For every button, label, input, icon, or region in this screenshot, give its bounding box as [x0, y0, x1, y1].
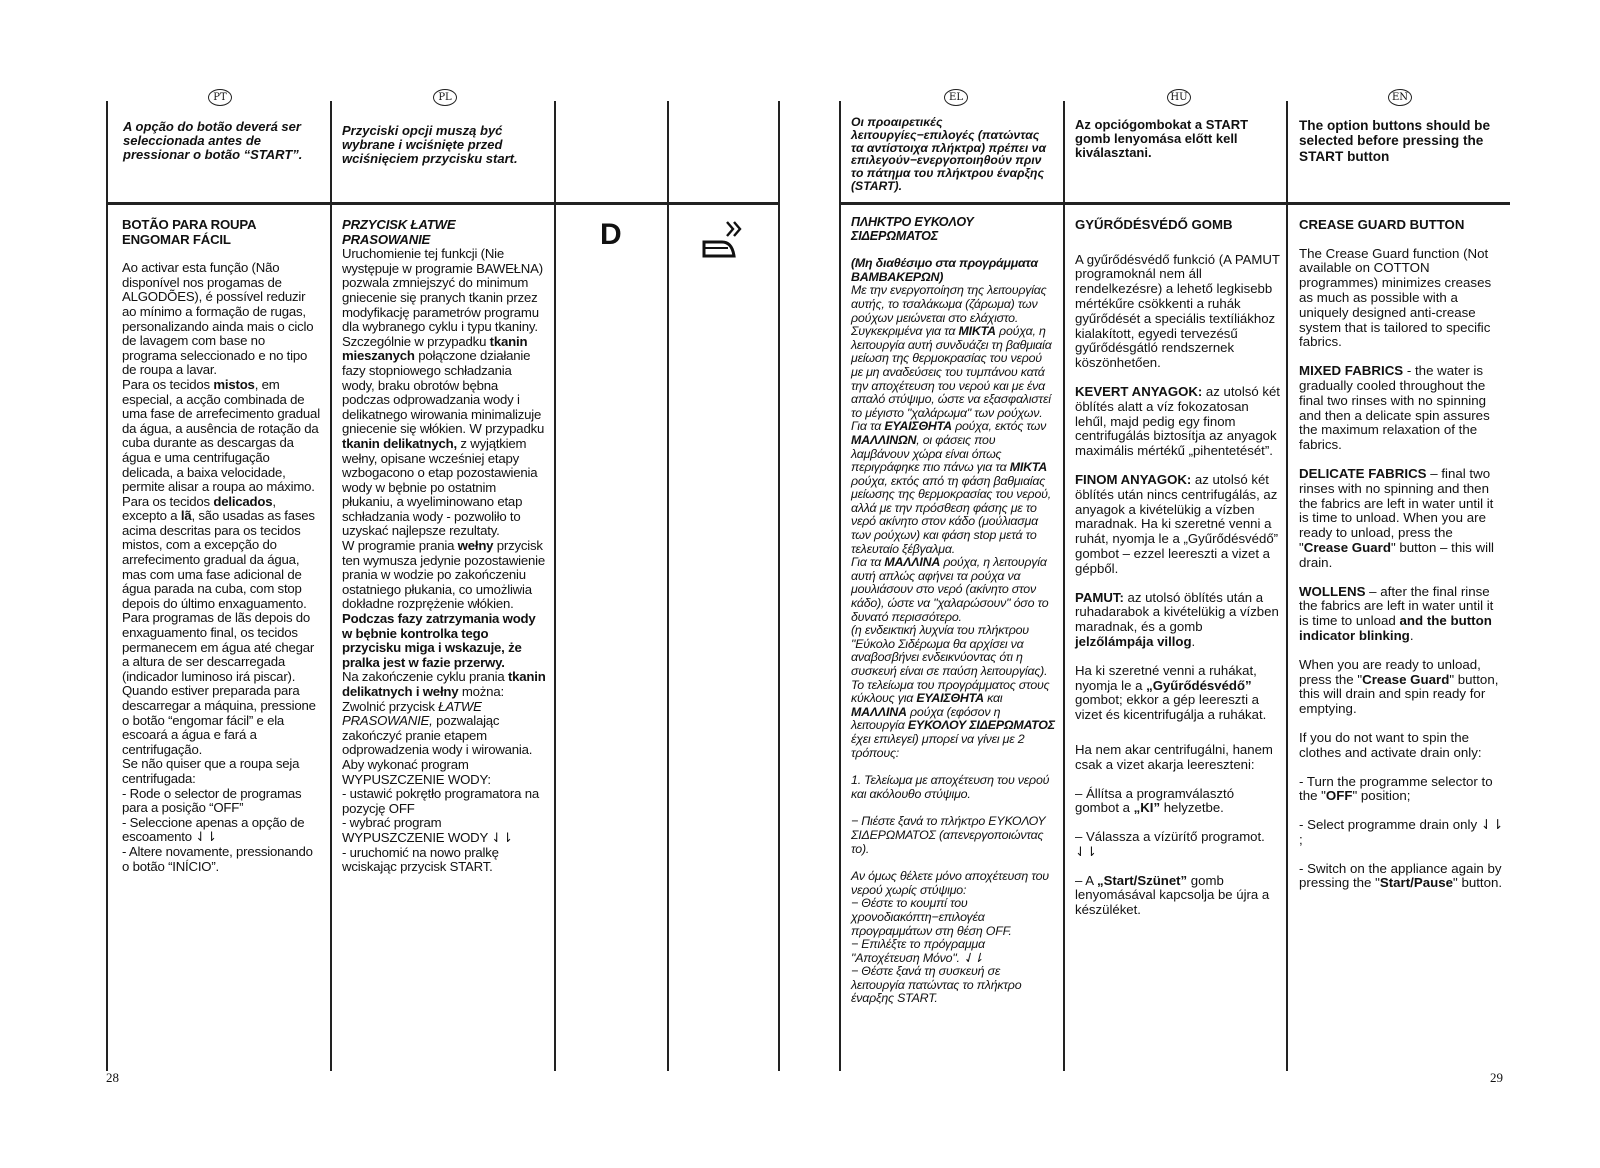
paragraph: Podczas fazy zatrzymania wody w bębnie kontrolka tego przycisku miga i wskazuje, że pralka jest w fazie przerwy.: [342, 611, 536, 670]
el-drain: [851, 870, 1056, 1006]
language-badge-pl: PL: [433, 89, 457, 106]
column-divider: [554, 101, 556, 1071]
paragraph: - Rode o selector de programas para a posição “OFF”: [122, 785, 302, 816]
paragraph: Szczególnie w przypadku tkanin mieszanych połączone działanie fazy stopniowego schładzania wody, braku obrotów bębna podczas odprowadzania wody i delikatnego wirowania minimalizuje gniecenie się włókien. W przypadku tkanin delikatnych, z wyjątkiem wełny, opisane wcześniej etapy wzbogacono o etap pozostawienia wody w bębnie po ostatnim płukaniu, a wyeliminowano etap schładzania wody - pozwoliło to uzyskać najlepsze rezultaty.: [342, 333, 545, 539]
section-divider-right: [839, 202, 1510, 205]
en-step3: - Switch on the appliance again by pressing the "Start/Pause" button.: [1299, 860, 1503, 891]
pl-body: [342, 247, 547, 875]
column-divider: [667, 101, 669, 1071]
hu-step3: – A „Start/Szünet” gomb lenyomásával kapcsolja be újra a készüléket.: [1075, 872, 1270, 918]
hu-nospin: Ha nem akar centrifugálni, hanem csak a vizet akarja leereszteni:: [1075, 741, 1273, 772]
paragraph: (Μη διαθέσιμο στα προγράμματα ΒΑΜΒΑΚΕΡΩΝ): [851, 256, 1038, 284]
language-badge-en: EN: [1388, 89, 1412, 106]
column-divider: [106, 101, 108, 1071]
column-divider: [330, 101, 332, 1071]
hu-intro: A gyűrődésvédő funkció (A PAMUT programoknál nem áll rendelkezésre) a lehető legkisebb mértékűre csökkenti a ruhák gyűrődését a speciális textíliákhoz kialakított, egyedi tervezésű gyűrődésgátló rendszernek köszönhetően.: [1075, 251, 1280, 371]
paragraph: - Altere novamente, pressionando o botão “INÍCIO”.: [122, 843, 313, 874]
el-drain-line: − Επιλέξτε το πρόγραμμα "Αποχέτευση Μόνο". ⇃⇂: [851, 937, 985, 965]
column-divider: [778, 101, 780, 1071]
button-letter: D: [600, 218, 622, 251]
column-divider: [1063, 101, 1065, 1071]
el-way1b: − Πιέστε ξανά το πλήκτρο ΕΥΚΟΛΟΥ ΣΙΔΕΡΩΜΑΤΟΣ (απενεργοποιώντας το).: [851, 814, 1046, 856]
el-way1: 1. Τελείωμα με αποχέτευση του νερού και ακόλουθο στύψιμο.: [851, 773, 1050, 801]
page-number-left: 28: [106, 1070, 119, 1085]
note-pl: Przyciski opcji muszą być wybrane i wciśnięte przed wciśnięciem przycisku start.: [342, 123, 518, 166]
hu-ready: Ha ki szeretné venni a ruhákat, nyomja le a „Gyűrődésvédő” gombot; ekkor a gép leereszti a vizet és kicentrifugálja a ruhákat.: [1075, 662, 1267, 723]
page-number-right: 29: [1490, 1070, 1503, 1085]
note-el: Οι προαιρετικές λειτουργίες−επιλογές (πατώντας τα αντίστοιχα πλήκτρα) πρέπει να επιλεγούν−ενεργοποιηθούν πριν το πάτημα του πλήκτρου έναρξης (START).: [851, 115, 1046, 193]
en-step1: - Turn the programme selector to the "OFF" position;: [1299, 773, 1493, 804]
pt-column: [122, 218, 322, 874]
paragraph: Για τα ΜΑΛΛΙΝΑ ρούχα, η λειτουργία αυτή απλώς αφήνει τα ρούχα να μουλιάσουν στο νερό (ακίνητο στον κάδο), ώστε να "χαλαρώσουν" όσο το δυνατό περισσότερο.: [851, 555, 1049, 624]
en-wool: WOLLENS – after the final rinse the fabrics are left in water until it is time to unload and the button indicator blinking.: [1299, 583, 1494, 643]
crease-guard-iron-icon: [700, 218, 748, 267]
el-drain-line: Αν όμως θέλετε μόνο αποχέτευση του νερού χωρίς στύψιμο:: [851, 869, 1049, 897]
paragraph: - wybrać program WYPUSZCZENIE WODY ⇃⇂: [342, 815, 513, 845]
paragraph: Para os tecidos delicados, excepto a lã, são usadas as fases acima descritas para os tecidos mistos, com a excepção do arrefecimento gradual da água, mas com uma fase adicional de água parada na cuba, com stop depois do último enxaguamento.: [122, 493, 315, 611]
hu-column: [1075, 218, 1280, 918]
paragraph: W programie prania wełny przycisk ten wymusza jedynie pozostawienie prania w wodzie po zakończeniu ostatniego płukania, co umożliwia dokładne rozprężenie włókien.: [342, 538, 546, 612]
column-divider: [839, 101, 841, 1071]
pt-title: BOTÃO PARA ROUPA ENGOMAR FÁCIL: [122, 217, 256, 247]
column-divider: [1286, 101, 1288, 1071]
paragraph: Uruchomienie tej funkcji (Nie występuje w programie BAWEŁNA) pozwala zmniejszyć do minimum gniecenie się pranych tkanin przez modyfikację parametrów programu dla wybranego cyklu i typu tkaniny.: [342, 246, 543, 335]
paragraph: Na zakończenie cyklu prania tkanin delikatnych i wełny można:: [342, 669, 546, 699]
en-mixed: MIXED FABRICS - the water is gradually cooled throughout the final two rinses with no spinning and then a delicate spin assures the maximum relaxation of the fabrics.: [1299, 363, 1490, 453]
en-nospin: If you do not want to spin the clothes and activate drain only:: [1299, 729, 1482, 760]
en-title: CREASE GUARD BUTTON: [1299, 217, 1465, 232]
paragraph: - uruchomić na nowo pralkę wciskając przycisk START.: [342, 844, 499, 875]
paragraph: Το τελείωμα του προγράμματος στους κύκλους για ΕΥΑΙΣΘΗΤΑ και ΜΑΛΛΙΝΑ ρούχα (εφόσον η λειτουργία ΕΥΚΟΛΟΥ ΣΙΔΕΡΩΜΑΤΟΣ έχει επιλεγεί) μπορεί να γίνει με 2 τρόπους:: [851, 677, 1055, 760]
hu-step1: – Állítsa a programválasztó gombot a „KI” helyzetbe.: [1075, 785, 1235, 816]
paragraph: Για τα ΕΥΑΙΣΘΗΤΑ ρούχα, εκτός των ΜΑΛΛΙΝΩΝ, οι φάσεις που λαμβάνουν χώρα είναι όπως περιγράφηκε πιο πάνω για τα ΜΙΚΤΑ ρούχα, εκτός από τη φάση βαθμιαίας μείωσης της θερμοκρασίας του νερού, αλλά με την πρόσθεση φάσης με το νερό ακίνητο στον κάδο (μούλιασμα των ρούχων) και φάση stop μετά το τελευταίο ξέβγαλμα.: [851, 419, 1051, 556]
el-body: [851, 257, 1056, 760]
paragraph: Aby wykonać program WYPUSZCZENIE WODY:: [342, 756, 491, 787]
en-ready: When you are ready to unload, press the "Crease Guard" button, this will drain and spin ready for emptying.: [1299, 656, 1499, 717]
en-column: [1299, 218, 1504, 891]
pl-title: PRZYCISK ŁATWE PRASOWANIE: [342, 217, 456, 247]
paragraph: Συγκεκριμένα για τα ΜΙΚΤΑ ρούχα, η λειτουργία αυτή συνδυάζει τη βαθμιαία μείωση της θερμοκρασίας του νερού με μη αναδεύσεις του τυμπάνου κατά την αποχέτευση του νερού και με ένα απαλό στύψιμο, ώστε να εξασφαλιστεί το μέγιστο "χαλάρωμα" των ρούχων.: [851, 324, 1052, 420]
hu-title: GYŰRŐDÉSVÉDŐ GOMB: [1075, 217, 1233, 232]
language-badge-pt: PT: [208, 89, 232, 106]
paragraph: Ao activar esta função (Não disponível nos progamas de ALGODÕES), é possível reduzir ao mínimo a formação de rugas, personalizando ainda mais o ciclo de lavagem com base no programa seleccionado e no tipo de roupa a lavar.: [122, 260, 314, 378]
paragraph: - ustawić pokrętło programatora na pozycję OFF: [342, 786, 539, 816]
note-pt: A opção do botão deverá ser seleccionada antes de pressionar o botão “START”.: [123, 119, 303, 162]
pl-column: [342, 218, 547, 875]
paragraph: Se não quiser que a roupa seja centrifugada:: [122, 756, 300, 786]
en-step2: - Select programme drain only ⇃⇂ ;: [1299, 817, 1504, 847]
paragraph: Με την ενεργοποίηση της λειτουργίας αυτής, το τσαλάκωμα (ζάρωμα) των ρούχων μειώνεται στο ελάχιστο.: [851, 283, 1047, 325]
el-drain-line: − Θέστε το κουμπί του χρονοδιακόπτη−επιλογέα προγραμμάτων στη θέση OFF.: [851, 896, 1012, 938]
note-en: The option buttons should be selected before pressing the START button: [1299, 118, 1491, 164]
hu-delicate: FINOM ANYAGOK: az utolsó két öblítés után nincs centrifugálás, az anyagok a kivételükig a vízben maradnak. Ha ki szeretné venni a ruhát, nyomja le a „Gyűrődésvédő” gombot – ezzel leereszti a vizet a gépből.: [1075, 471, 1279, 576]
section-divider-left: [106, 202, 780, 205]
paragraph: Para programas de lãs depois do enxaguamento final, os tecidos permanecem em água até chegar a altura de ser descarregada (indicador luminoso irá piscar).: [122, 610, 315, 684]
hu-cotton: PAMUT: az utolsó öblítés után a ruhadarabok a kivételükig a vízben maradnak, és a gomb jelzőlámpája villog.: [1075, 589, 1279, 649]
pt-body: [122, 261, 322, 874]
paragraph: - Seleccione apenas a opção de escoamento ⇃⇂: [122, 814, 305, 845]
paragraph: Quando estiver preparada para descarregar a máquina, pressione o botão “engomar fácil” e ela escoará a água e fará a centrifugação.: [122, 683, 316, 757]
paragraph: Para os tecidos mistos, em especial, a acção combinada de uma fase de arrefecimento gradual da água, a ausência de rotação da cuba durante as descargas da água e uma centrifugação delicada, a baixa velocidade, permite alisar a roupa ao máximo.: [122, 376, 320, 495]
hu-step2: – Válassza a vízürítő programot. ⇃⇂: [1075, 829, 1265, 859]
language-badge-hu: HU: [1167, 89, 1191, 106]
language-badge-el: EL: [944, 89, 968, 106]
hu-mixed: KEVERT ANYAGOK: az utolsó két öblítés alatt a víz fokozatosan lehűl, majd pedig egy finom centrifugálás biztosítja az anyagok maximális mértékű „pihentetését”.: [1075, 383, 1280, 459]
el-drain-line: − Θέστε ξανά τη συσκευή σε λειτουργία πατώντας το πλήκτρο έναρξης START.: [851, 964, 1022, 1006]
note-hu: Az opciógombokat a START gomb lenyomása előtt kell kiválasztani.: [1075, 117, 1249, 160]
paragraph: Zwolnić przycisk ŁATWE PRASOWANIE, pozwalając zakończyć pranie etapem odprowadzenia wody i wirowania.: [342, 698, 533, 758]
en-intro: The Crease Guard function (Not available on COTTON programmes) minimizes creases as much as possible with a uniquely designed anti-crease system that is tailored to specific fabrics.: [1299, 245, 1492, 350]
el-title: ΠΛΗΚΤΡΟ ΕΥΚΟΛΟΥ ΣΙΔΕΡΩΜΑΤΟΣ: [851, 215, 974, 243]
el-column: [851, 216, 1056, 1006]
paragraph: (η ενδεικτική λυχνία του πλήκτρου "Εύκολο Σιδέρωμα θα αρχίσει να αναβοσβήνει ενδεικνύοντας ότι η συσκευή είναι σε παύση λειτουργίας).: [851, 623, 1048, 678]
en-delicate: DELICATE FABRICS – final two rinses with no spinning and then the fabrics are left in water until it is time to unload. When you are ready to unload, press the "Crease Guard" button – this will drain.: [1299, 465, 1494, 570]
